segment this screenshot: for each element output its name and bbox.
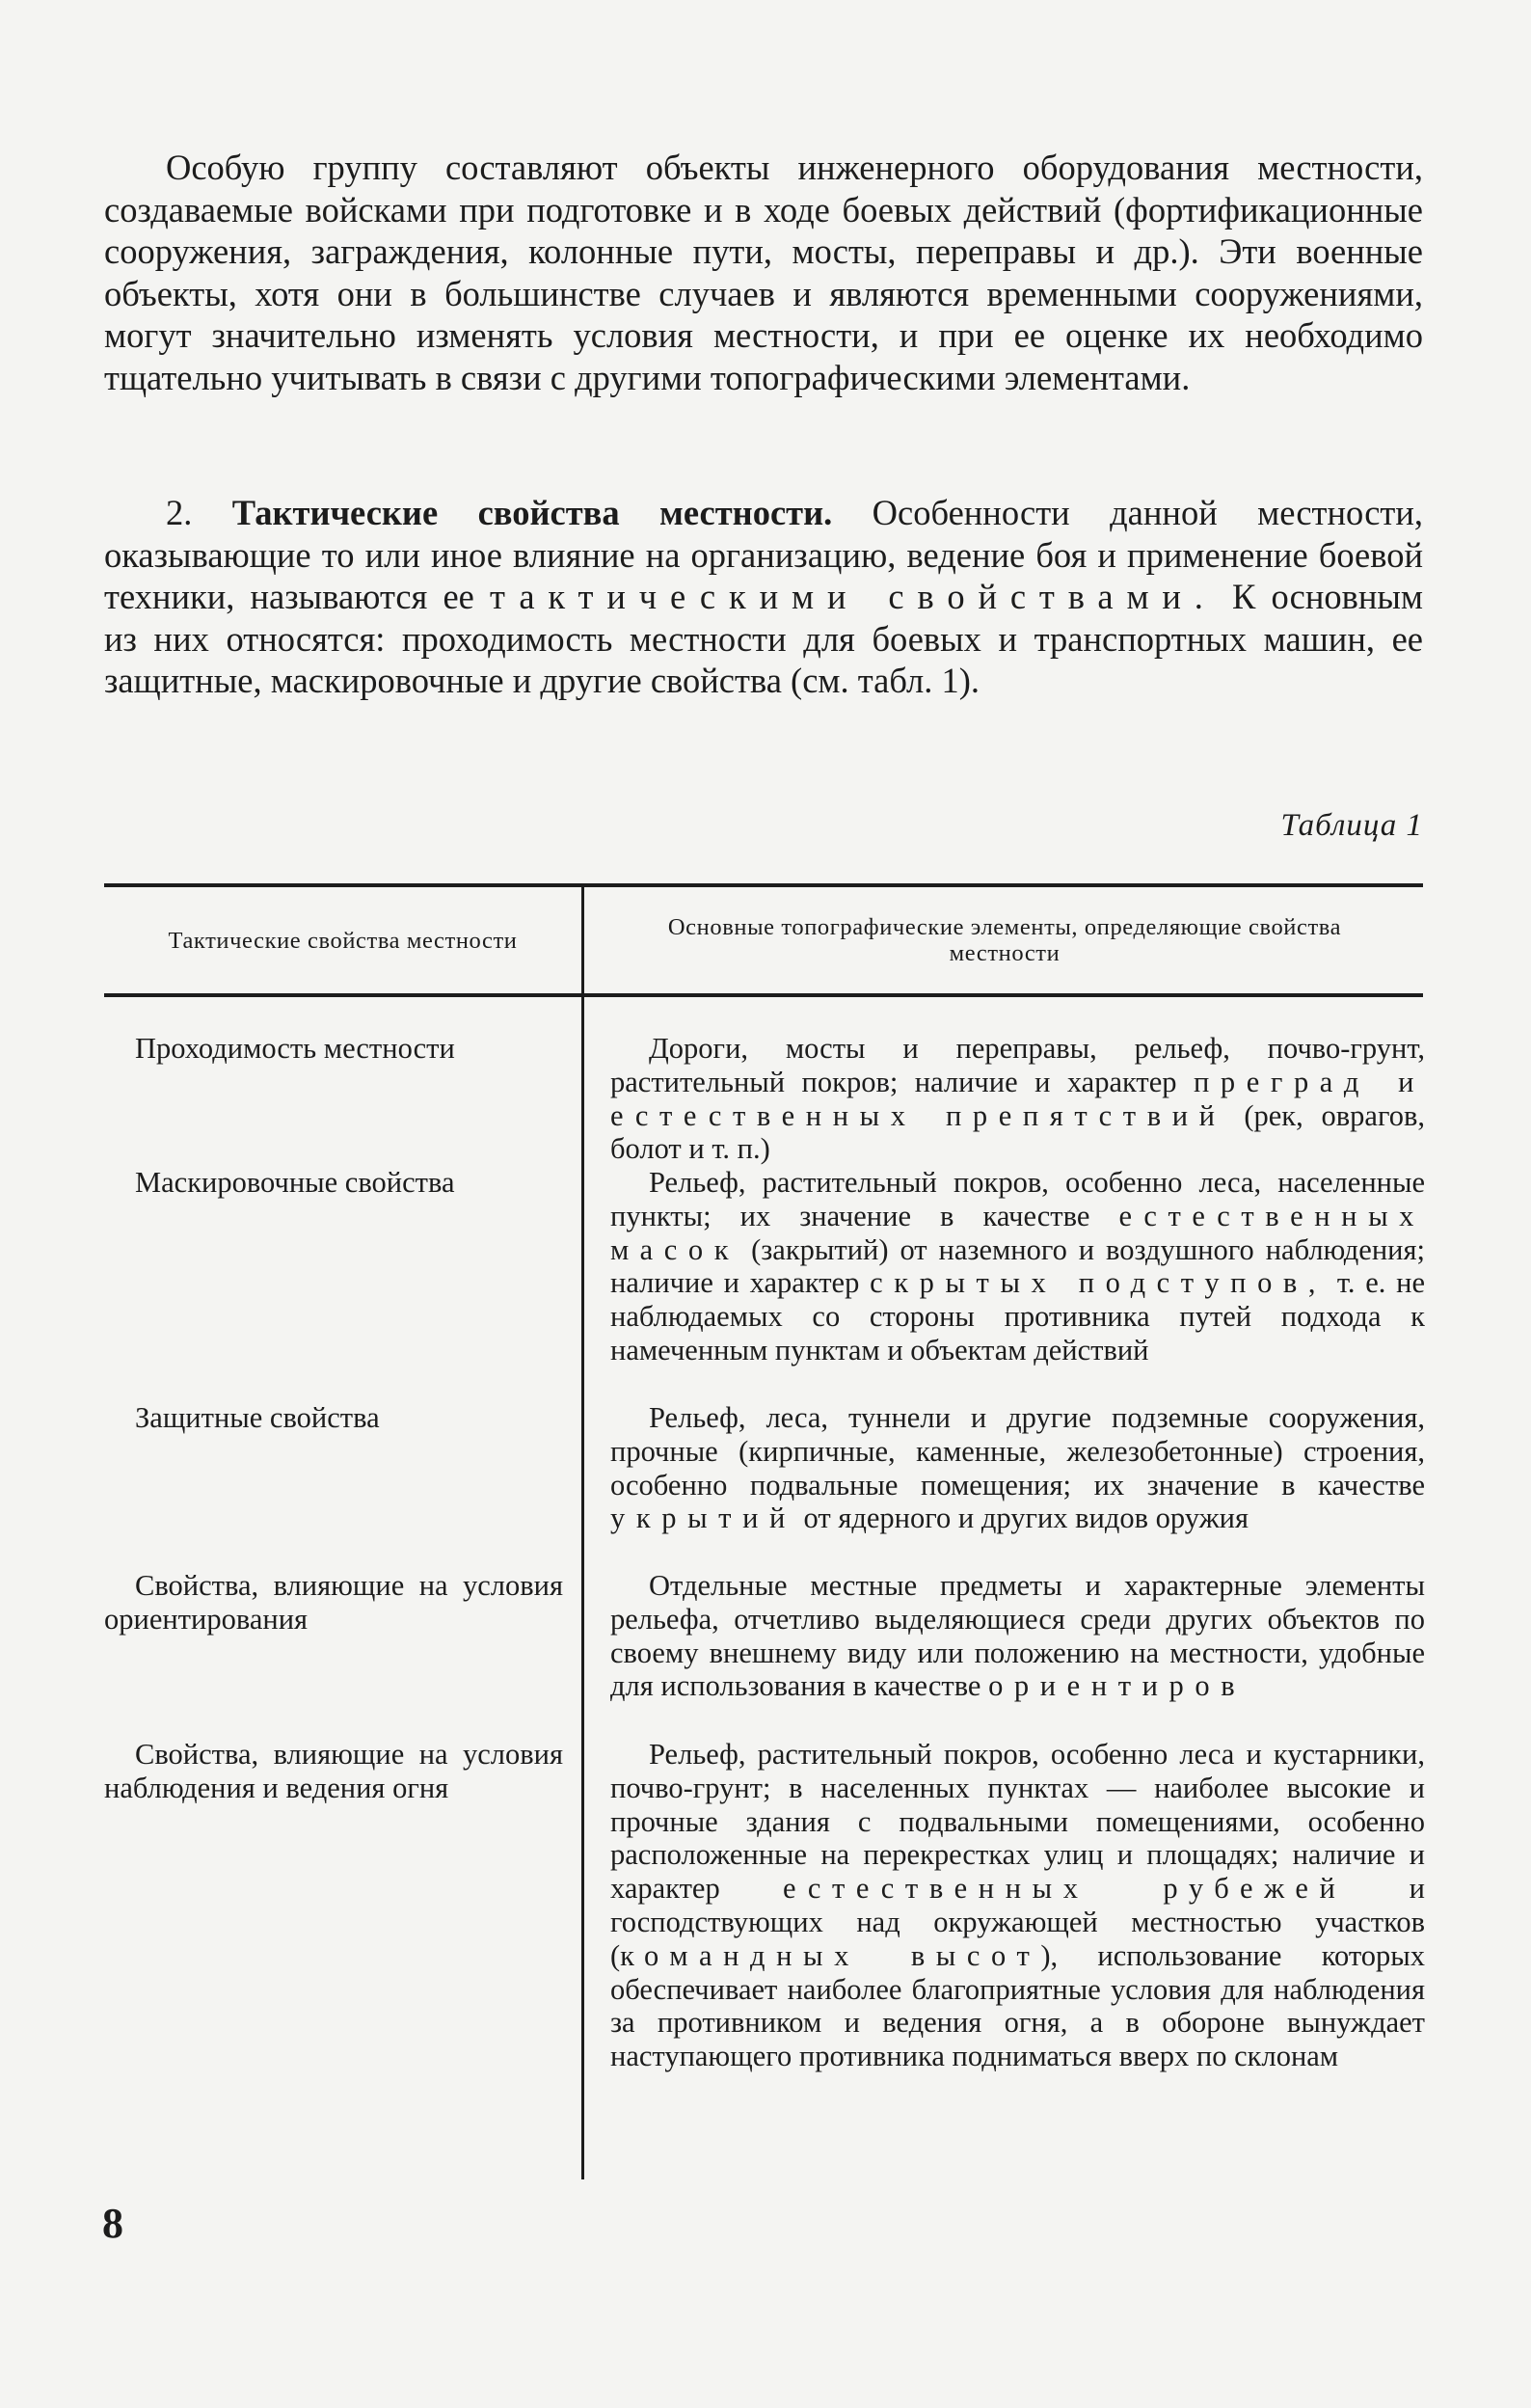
table-cell-property: Маскировочные свойства [135, 1166, 455, 1199]
paragraph-2-text-after: К основным из них относятся: проходимость местности для боевых и транспортных машин, ее защитные, маскировочные и другие свойства (см. табл. 1). [104, 577, 1423, 700]
section-number: 2. [166, 493, 193, 532]
page-number: 8 [102, 2200, 123, 2247]
table-cell-elements [610, 1032, 1425, 1166]
section-heading: Тактические свойства местности. [231, 493, 833, 532]
cell-text: Рельеф, растительный покров, особенно леса, населенные пункты; их значение в качестве [610, 1166, 1425, 1232]
table-cell-elements [610, 1401, 1425, 1535]
paragraph-tactical-properties [104, 492, 1423, 702]
table-cell-elements [610, 1738, 1425, 2073]
cell-text: Отдельные местные предметы и характерные элементы рельефа, отчетливо выделяющиеся среди других объектов по своему внешнему виду или положению на местности, удобные для использования в качестве [610, 1569, 1425, 1703]
cell-text: т. е. не наблюдаемых со стороны противника путей подхода к намеченным пунктам и объектам действий [610, 1266, 1425, 1366]
cell-text: (закрытий) от наземного и воздушного наблюдения; наличие и характер [610, 1232, 1425, 1300]
spaced-term: преград и естественных препятствий [610, 1065, 1425, 1132]
spaced-term: естественных рубежей [782, 1872, 1347, 1906]
table-header-rule [104, 993, 1423, 997]
spaced-term: скрытых подступов, [870, 1266, 1328, 1300]
cell-text: Рельеф, растительный покров, особенно леса и кустарники, почво-грунт; в населенных пунктах — наиболее высокие и прочные здания с подвальными помещениями, особенно расположенные на перекрестках улиц и площадях; наличие и характер [610, 1738, 1425, 1906]
table-cell-elements [610, 1569, 1425, 1703]
spaced-term: командных высот [620, 1938, 1041, 1972]
cell-text: от ядерного и других видов оружия [795, 1502, 1249, 1535]
cell-text: и господствующих над окружающей местностью участков ( [610, 1872, 1425, 1972]
cell-text: (рек, оврагов, болот и т. п.) [610, 1098, 1425, 1166]
table-cell-property: Проходимость местности [135, 1032, 455, 1065]
table-caption: Таблица 1 [1280, 808, 1423, 843]
paragraph-objects [104, 147, 1423, 398]
table-header-divider [581, 887, 584, 993]
cell-text: ), использование которых обеспечивает наиболее благоприятные условия для наблюдения за противником и ведения огня, а в обороне вынуждает наступающего противника подниматься вверх по склонам [610, 1938, 1425, 2073]
spaced-term: естественных масок [610, 1199, 1425, 1266]
cell-text: Дороги, мосты и переправы, рельеф, почво-грунт, растительный покров; наличие и характер [610, 1032, 1425, 1098]
paragraph-1-text: Особую группу составляют объекты инженерного оборудования местности, создаваемые войсками при подготовке и в ходе боевых действий (фортификационные сооружения, заграждения, колонные пути, мосты, переправы и др.). Эти военные объекты, хотя они в большинстве случаев и являются временными сооружениями, могут значительно изменять условия местности, и при ее оценке их необходимо тщательно учитывать в связи с другими топографическими элементами. [104, 148, 1423, 397]
spaced-term: укрытий [610, 1502, 796, 1535]
paragraph-2-text-before: Особенности данной местности, оказывающие то или иное влияние на организацию, ведение боя и применение боевой техники, называются ее [104, 493, 1424, 616]
table-cell-property: Защитные свойства [135, 1401, 380, 1434]
table-cell-property: Свойства, влияющие на условия наблюдения и ведения огня [104, 1738, 563, 1804]
spaced-term: ориентиров [988, 1669, 1247, 1703]
table-cell-property: Свойства, влияющие на условия ориентирования [104, 1569, 563, 1636]
table-column-divider [581, 997, 584, 2179]
table-header-left: Тактические свойства местности [168, 927, 518, 954]
cell-text: Рельеф, леса, туннели и другие подземные сооружения, прочные (кирпичные, каменные, железобетонные) строения, особенно подвальные помещения; их значение в качестве [610, 1401, 1425, 1502]
spaced-term: тактическими свойствами. [490, 577, 1217, 616]
table-cell-elements [610, 1166, 1425, 1367]
table-header-right: Основные топографические элементы, определяющие свойства местности [667, 914, 1342, 966]
